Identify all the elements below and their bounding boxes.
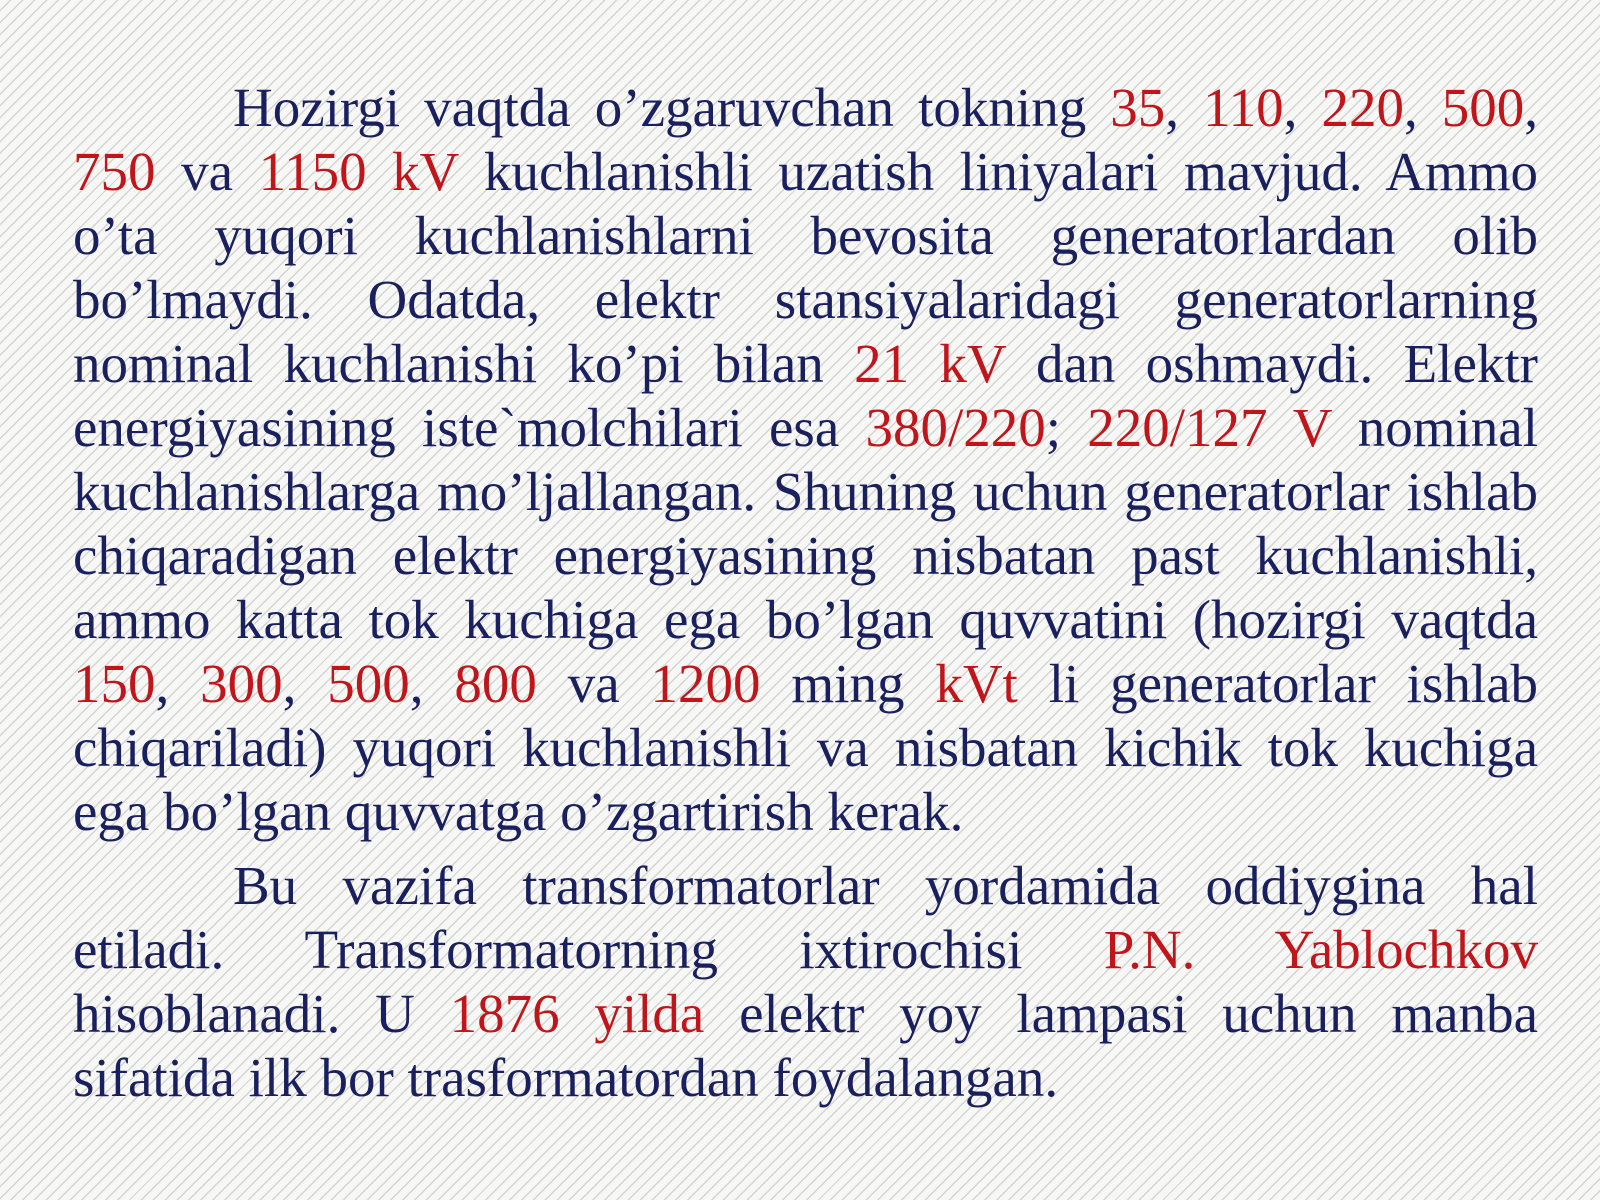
- highlight-value: 500: [1441, 77, 1525, 138]
- text-segment: Bu vazifa transformatorlar yordamida oddiygina hal etiladi. Transformatorning ixtirochisi: [73, 855, 1538, 980]
- text-segment: Hozirgi vaqtda o’zgaruvchan tokning: [233, 77, 1111, 138]
- text-segment: va: [155, 141, 259, 202]
- text-segment: ,: [282, 653, 328, 714]
- highlight-value: 1200: [650, 653, 761, 714]
- text-segment: ,: [409, 653, 455, 714]
- text-segment: ,: [1403, 77, 1442, 138]
- highlight-value: 21 kV: [854, 333, 1006, 394]
- highlight-value: kVt: [935, 653, 1018, 714]
- highlight-value: 800: [454, 653, 537, 714]
- slide-body: [73, 76, 1538, 1110]
- text-segment: ;: [1045, 397, 1088, 458]
- highlight-value: 220/127 V: [1087, 397, 1332, 458]
- highlight-value: 220: [1321, 77, 1404, 138]
- text-segment: ,: [155, 653, 201, 714]
- highlight-value: P.N. Yablochkov: [1103, 919, 1538, 980]
- text-segment: elektr yoy lampasi uchun manba sifatida ilk bor trasformatordan foydalangan.: [73, 983, 1538, 1108]
- text-segment: ,: [1524, 77, 1539, 138]
- text-segment: hisoblanadi. U: [73, 983, 450, 1044]
- highlight-value: 1150 kV: [258, 141, 459, 202]
- text-segment: va: [536, 653, 651, 714]
- text-segment: nominal kuchlanishlarga mo’ljallangan. Shuning uchun generatorlar ishlab chiqaradigan elektr energiyasining nisbatan past kuchlanishli, ammo katta tok kuchiga ega bo’lgan quvvatini (hozirgi vaqtda: [73, 397, 1539, 650]
- highlight-value: 500: [327, 653, 410, 714]
- text-segment: ,: [1283, 77, 1322, 138]
- highlight-value: 150: [73, 653, 156, 714]
- highlight-value: 1876 yilda: [449, 983, 705, 1044]
- text-segment: kuchlanishli uzatish liniyalari mavjud. Ammo o’ta yuqori kuchlanishlarni bevosita generatorlardan olib bo’lmaydi. Odatda, elektr stansiyalaridagi generatorlarning nominal kuchlanishi ko’pi bilan: [73, 141, 1538, 394]
- text-segment: li generatorlar ishlab chiqariladi) yuqori kuchlanishli va nisbatan kichik tok kuchiga ega bo’lgan quvvatga o’zgartirish kerak.: [73, 653, 1539, 842]
- highlight-value: 110: [1203, 77, 1284, 138]
- highlight-value: 35: [1110, 77, 1166, 138]
- highlight-value: 380/220: [865, 397, 1046, 458]
- paragraph-transformers: [73, 854, 1538, 1110]
- text-segment: ,: [1165, 77, 1204, 138]
- highlight-value: 750: [73, 141, 156, 202]
- text-segment: dan oshmaydi. Elektr energiyasining iste`molchilari esa: [73, 333, 1538, 458]
- paragraph-voltages: [73, 76, 1538, 844]
- highlight-value: 300: [200, 653, 283, 714]
- text-segment: ming: [760, 653, 936, 714]
